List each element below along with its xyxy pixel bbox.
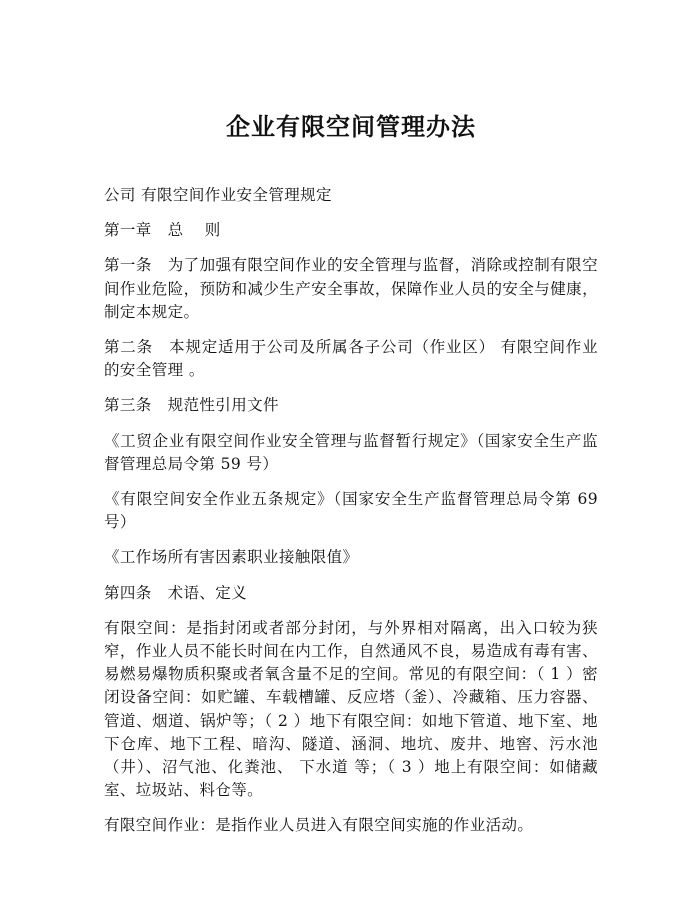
paragraph-chapter-1-heading: 第一章 总 则	[104, 221, 221, 240]
paragraph-reference-3: 《工作场所有害因素职业接触限值》	[104, 548, 359, 567]
paragraph-article-4: 第四条 术语、定义	[104, 583, 248, 602]
document-title: 企业有限空间管理办法	[226, 113, 476, 141]
document-body	[104, 184, 604, 850]
paragraph-definition-confined-space-work: 有限空间作业：是指作业人员进入有限空间实施的作业活动。	[104, 816, 534, 835]
paragraph-company-rule-title: 公司 有限空间作业安全管理规定	[104, 186, 332, 204]
paragraph-definition-confined-space: 有限空间：是指封闭或者部分封闭，与外界相对隔离，出入口较为狭窄，作业人员不能长时间在内工作，自然通风不良，易造成有毒有害、易燃易爆物质积聚或者氧含量不足的空间。常见的有限空间：（ 1 ）密闭设备空间：如贮罐、车载槽罐、反应塔（釜）、冷藏箱、压力容器、管道、烟道、锅炉等；（ 2 ）地下有限空间：如地下管道、地下室、地下仓库、地下工程、暗沟、隧道、涵洞、地坑、废井、地窖、污水池（井）、沼气池、化粪池、 下水道 等；（ 3 ）地上有限空间：如储藏室、垃圾站、料仓等。	[104, 618, 598, 800]
paragraph-article-2: 第二条 本规定适用于公司及所属各子公司（作业区） 有限空间作业的安全管理 。	[104, 338, 598, 380]
paragraph-article-1: 第一条 为了加强有限空间作业的安全管理与监督，消除或控制有限空间作业危险，预防和减少生产安全事故，保障作业人员的安全与健康，制定本规定。	[104, 256, 598, 321]
paragraph-reference-2: 《有限空间安全作业五条规定》（国家安全生产监督管理总局令第 69 号）	[104, 490, 604, 532]
paragraph-article-3: 第三条 规范性引用文件	[104, 396, 279, 415]
paragraph-reference-1: 《工贸企业有限空间作业安全管理与监督暂行规定》（国家安全生产监督管理总局令第 59 号）	[104, 431, 598, 473]
